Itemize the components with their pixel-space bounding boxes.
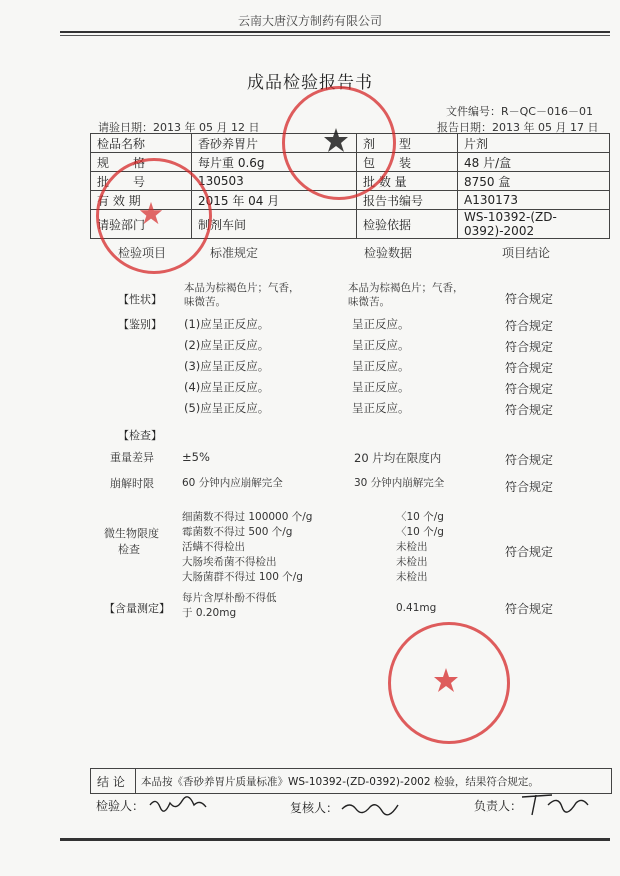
section-jiancha: 【检查】 [118, 429, 162, 442]
jianbie-std: (5)应呈正反应。 [184, 401, 270, 415]
col-item: 检验项目 [118, 246, 167, 260]
info-value: 每片重 0.6g [192, 153, 357, 172]
seal-star-icon [322, 126, 350, 154]
jianbie-std: (2)应呈正反应。 [184, 338, 270, 352]
company-name: 云南大唐汉方制药有限公司 [237, 14, 382, 28]
conclusion-label: 结 论 [97, 775, 125, 789]
xingzhuang-data-1: 本品为棕褐色片；气香， [348, 282, 464, 294]
info-key: 批 号 [91, 172, 192, 191]
col-data: 检验数据 [364, 246, 413, 260]
micro-conclusion: 符合规定 [505, 545, 554, 559]
weight-data: 20 片均在限度内 [354, 451, 442, 465]
jianbie-data: 呈正反应。 [352, 317, 410, 331]
conclusion-divider [135, 769, 136, 793]
info-key: 批 数 量 [357, 172, 458, 191]
jianbie-conclusion: 符合规定 [505, 361, 554, 375]
info-key: 检品名称 [91, 134, 192, 153]
col-conclusion: 项目结论 [502, 246, 551, 260]
jianbie-conclusion: 符合规定 [505, 340, 554, 354]
inspector-label: 检验人： [96, 799, 145, 813]
disint-conclusion: 符合规定 [505, 480, 554, 494]
micro-data: 未检出 [396, 571, 428, 583]
micro-data: 〈10 个/g [396, 526, 444, 538]
col-standard: 标准规定 [210, 246, 259, 260]
inspector-signature [148, 795, 208, 815]
weight-item: 重量差异 [110, 451, 154, 464]
info-value: A130173 [458, 191, 610, 210]
reviewer-signature [340, 797, 400, 817]
micro-item-2: 检查 [118, 543, 140, 556]
bottom-rule [60, 838, 610, 841]
header-rule [60, 31, 610, 33]
micro-std: 细菌数不得过 100000 个/g [182, 511, 313, 523]
section-jianbie: 【鉴别】 [118, 318, 162, 331]
disint-item: 崩解时限 [110, 477, 154, 490]
reviewer-label: 复核人： [290, 801, 339, 815]
document-number: 文件编号：R－QC－016－01 [446, 105, 593, 118]
micro-data: 未检出 [396, 556, 428, 568]
hanliang-std-2: 于 0.20mg [182, 607, 237, 619]
micro-item-1: 微生物限度 [104, 527, 159, 540]
info-key: 剂 型 [357, 134, 458, 153]
jianbie-data: 呈正反应。 [352, 380, 410, 394]
stamp-star-icon-left [138, 200, 164, 226]
jianbie-data: 呈正反应。 [352, 359, 410, 373]
info-value: 8750 盒 [458, 172, 610, 191]
info-key: 报告书编号 [357, 191, 458, 210]
jianbie-conclusion: 符合规定 [505, 319, 554, 333]
page-title: 成品检验报告书 [247, 73, 373, 93]
info-key: 包 装 [357, 153, 458, 172]
info-value: 48 片/盒 [458, 153, 610, 172]
xingzhuang-std-2: 味微苦。 [184, 296, 226, 308]
info-value: WS-10392-(ZD-0392)-2002 [458, 210, 610, 239]
xingzhuang-conclusion: 符合规定 [505, 292, 554, 306]
micro-std: 大肠埃希菌不得检出 [182, 556, 277, 568]
micro-std: 霉菌数不得过 500 个/g [182, 526, 293, 538]
info-value: 片剂 [458, 134, 610, 153]
micro-data: 〈10 个/g [396, 511, 444, 523]
stamp-star-icon-right [432, 666, 460, 694]
jianbie-conclusion: 符合规定 [505, 382, 554, 396]
info-key: 规 格 [91, 153, 192, 172]
info-key: 有 效 期 [91, 191, 192, 210]
hanliang-conclusion: 符合规定 [505, 602, 554, 616]
hanliang-data: 0.41mg [396, 602, 437, 614]
inspection-date: 请验日期：2013 年 05 月 12 日 [98, 121, 260, 134]
info-key: 检验依据 [357, 210, 458, 239]
info-key: 请验部门 [91, 210, 192, 239]
info-value: 130503 [192, 172, 357, 191]
disint-std: 60 分钟内应崩解完全 [182, 477, 283, 489]
xingzhuang-std-1: 本品为棕褐色片；气香， [184, 282, 300, 294]
report-date: 报告日期：2013 年 05 月 17 日 [437, 121, 599, 134]
jianbie-std: (3)应呈正反应。 [184, 359, 270, 373]
info-value: 2015 年 04 月 [192, 191, 357, 210]
jianbie-data: 呈正反应。 [352, 338, 410, 352]
conclusion-text: 本品按《香砂养胃片质量标准》WS-10392-(ZD-0392)-2002 检验，结果符合规定。 [141, 776, 539, 788]
responsible-label: 负责人： [474, 799, 523, 813]
weight-conclusion: 符合规定 [505, 453, 554, 467]
weight-std: ±5% [182, 450, 210, 464]
xingzhuang-data-2: 味微苦。 [348, 296, 390, 308]
micro-std: 大肠菌群不得过 100 个/g [182, 571, 303, 583]
header-rule-thin [60, 35, 610, 36]
info-value: 制剂车间 [192, 210, 357, 239]
micro-std: 活螨不得检出 [182, 541, 245, 553]
section-hanliang: 【含量测定】 [104, 602, 170, 615]
info-value: 香砂养胃片 [192, 134, 357, 153]
hanliang-std-1: 每片含厚朴酚不得低 [182, 592, 277, 604]
section-xingzhuang: 【性状】 [118, 293, 162, 306]
jianbie-std: (4)应呈正反应。 [184, 380, 270, 394]
jianbie-conclusion: 符合规定 [505, 403, 554, 417]
micro-data: 未检出 [396, 541, 428, 553]
disint-data: 30 分钟内崩解完全 [354, 477, 445, 489]
responsible-signature [518, 789, 590, 817]
jianbie-data: 呈正反应。 [352, 401, 410, 415]
jianbie-std: (1)应呈正反应。 [184, 317, 270, 331]
